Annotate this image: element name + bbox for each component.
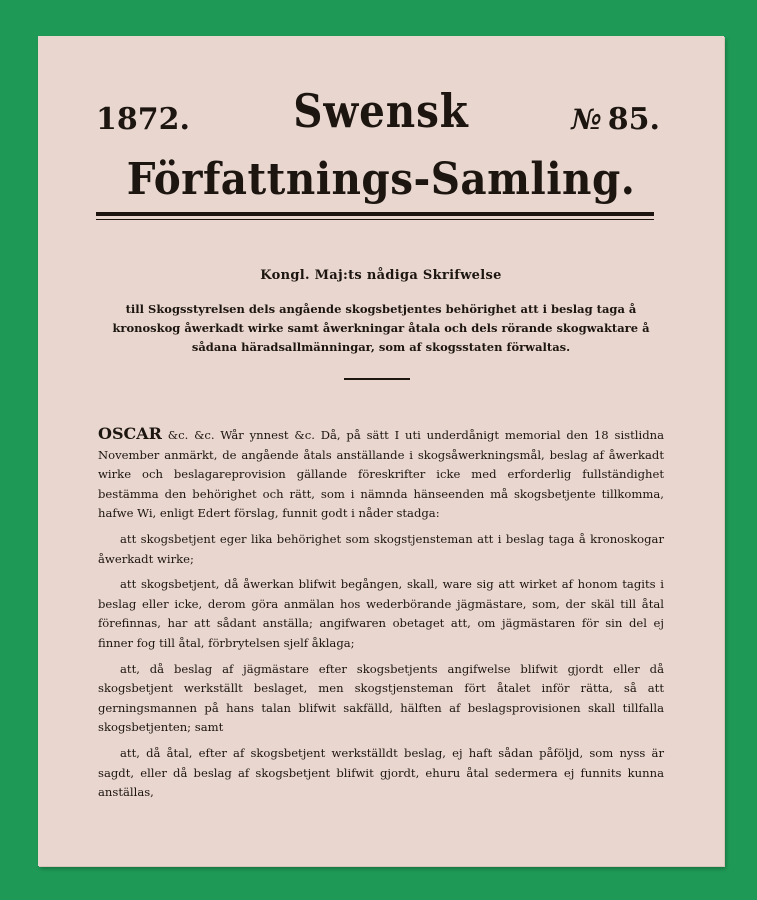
issue-number <box>571 102 660 137</box>
paragraph-5: att, då åtal, efter af skogsbetjent werkställdt beslag, ej haft sådan påföljd, som nyss är sagdt, eller då beslag af skogsbetjent blifwit gjordt, ehuru åtal sedermera ej funnits kunna anställas, <box>98 745 664 800</box>
issue-number-value: 85. <box>607 102 660 137</box>
publication-title-line2: Författnings-Samling. <box>126 154 636 205</box>
masthead <box>38 84 724 144</box>
section-divider <box>344 378 410 380</box>
year: 1872. <box>96 102 190 137</box>
number-sign: № <box>571 103 602 136</box>
paragraph-2: att skogsbetjent eger lika behörighet som skogstjensteman att i beslag taga å kronoskogar åwerkadt wirke; <box>98 531 664 566</box>
decree-body <box>98 424 664 809</box>
paragraph-1 <box>98 424 664 524</box>
paragraph-4: att, då beslag af jägmästare efter skogsbetjents angifwelse blifwit gjordt eller då skogsbetjent werkställt beslaget, men skogstjensteman fört åtalet inför rätta, så att gerningsmannen på hans talan blifwit sakfälld, hälften af beslagsprovisionen skall tillfalla skogsbetjenten; samt <box>98 661 664 735</box>
publication-title-line1: Swensk <box>293 84 469 138</box>
document-page <box>38 36 724 866</box>
decree-subtitle: till Skogsstyrelsen dels angående skogsbetjentes behörighet att i beslag taga å kronoskog åwerkadt wirke samt åwerkningar åtala och dels rörande skogwaktare å sådana häradsallmänningar, som af skogsstaten förwaltas. <box>112 302 650 354</box>
paragraph-3: att skogsbetjent, då åwerkan blifwit begången, skall, ware sig att wirket af honom tagits i beslag eller icke, derom göra anmälan hos wederbörande jägmästare, som, der skäl till åtal förefinnas, har att sådant anställa; angifwaren obetaget att, om jägmästaren för sin del ej finner fog till åtal, förbrytelsen sjelf åklaga; <box>98 577 664 650</box>
header-rule-thin <box>96 219 654 220</box>
decree-title: Kongl. Maj:ts nådiga Skrifwelse <box>260 268 502 283</box>
paragraph-1-text: &c. &c. Wår ynnest &c. Då, på sätt I uti underdånigt memorial den 18 sistlidna November anmärkt, de angående åtals anställande i skogsåwerkningsmål, beslag af åwerkadt wirke och beslagareprovision gällande föreskrifter icke med erforderlig fullständighet bestämma den behörighet och rätt, som i nämnda hänseenden må skogsbetjente tillkomma, hafwe Wi, enligt Edert förslag, funnit godt i nåder stadga: <box>98 428 664 521</box>
header-rule-thick <box>96 212 654 216</box>
king-name: OSCAR <box>98 424 162 443</box>
